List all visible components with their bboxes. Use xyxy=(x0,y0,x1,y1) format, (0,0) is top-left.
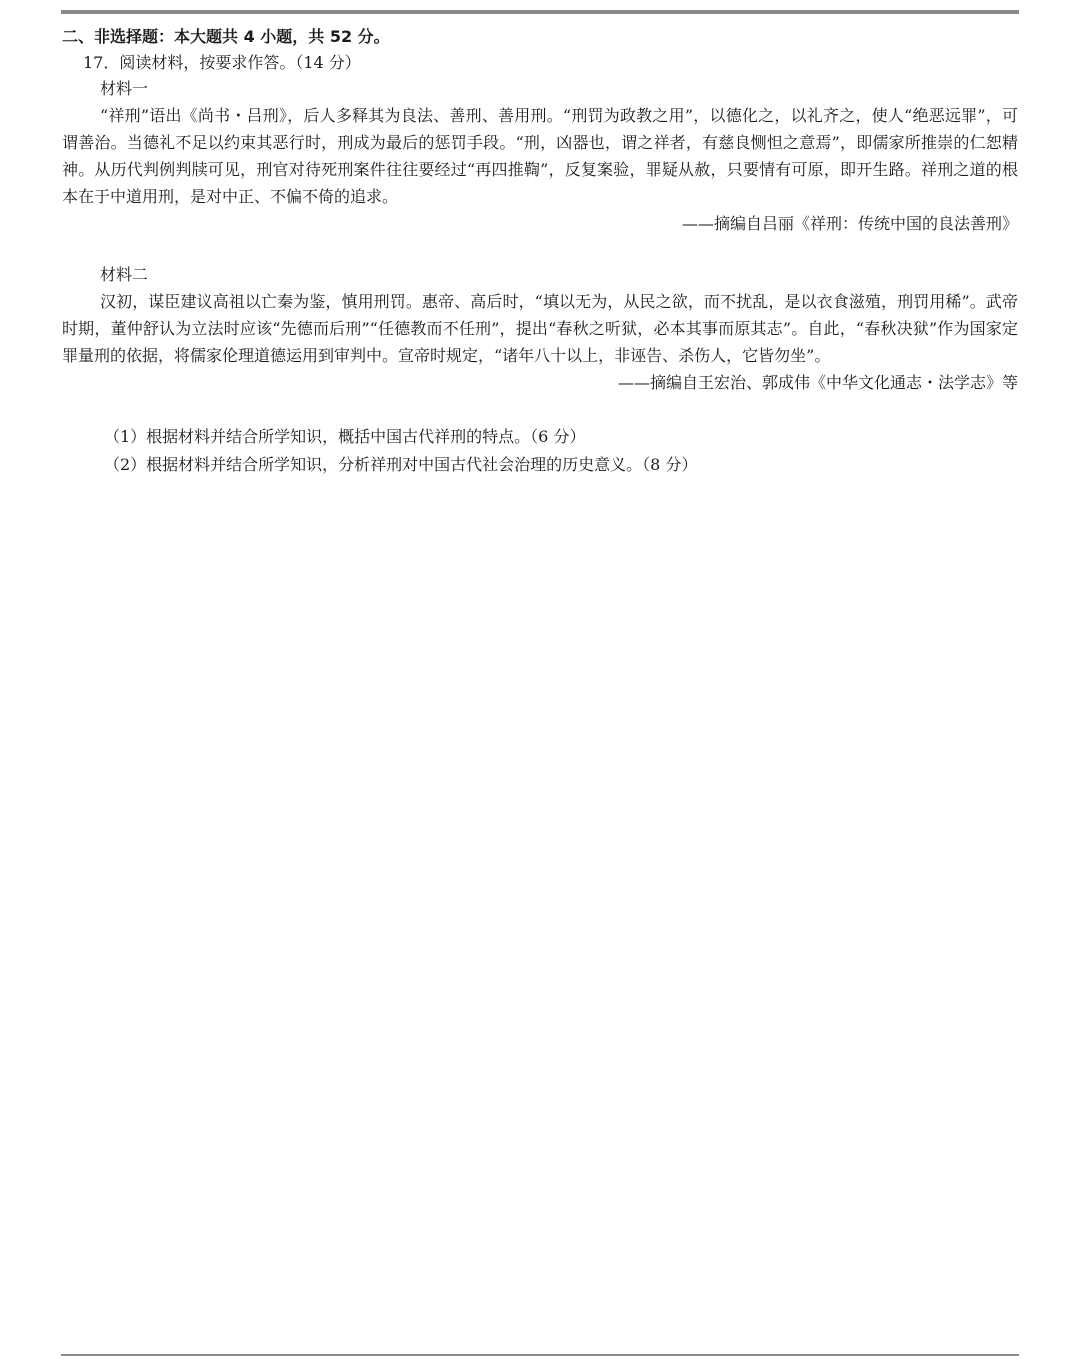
sub-question-1: （1）根据材料并结合所学知识，概括中国古代祥刑的特点。（6 分） xyxy=(104,427,586,446)
bottom-rule xyxy=(61,1354,1019,1356)
material-1-label: 材料一 xyxy=(100,79,149,98)
sub-question-2: （2）根据材料并结合所学知识，分析祥刑对中国古代社会治理的历史意义。（8 分） xyxy=(104,455,698,474)
question-title: 17．阅读材料，按要求作答。（14 分） xyxy=(83,53,361,72)
spacer xyxy=(62,397,1018,423)
material-2-label: 材料二 xyxy=(100,265,149,284)
material-1-source: ——摘编自吕丽《祥刑：传统中国的良法善刑》 xyxy=(681,214,1018,233)
material-2-source: ——摘编自王宏治、郭成伟《中华文化通志・法学志》等 xyxy=(617,373,1018,392)
material-2-text: 汉初，谋臣建议高祖以亡秦为鉴，慎用刑罚。惠帝、高后时，“填以无为，从民之欲，而不扰乱，是以衣食滋殖，刑罚用稀”。武帝时期，董仲舒认为立法时应该“先德而后刑”“任德教而不任刑”，提出“春秋之听狱，必本其事而原其志”。自此，“春秋决狱”作为国家定罪量刑的依据，将儒家伦理道德运用到审判中。宣帝时规定，“诸年八十以上，非诬告、杀伤人，它皆勿坐”。 xyxy=(62,292,1018,365)
top-rule xyxy=(61,10,1019,14)
spacer xyxy=(62,238,1018,262)
section-heading: 二、非选择题：本大题共 4 小题，共 52 分。 xyxy=(62,27,390,46)
material-1-text: “祥刑”语出《尚书・吕刑》，后人多释其为良法、善刑、善用刑。“刑罚为政教之用”，以德化之，以礼齐之，使人“绝恶远罪”，可谓善治。当德礼不足以约束其恶行时，刑成为最后的惩罚手段。“刑，凶器也，谓之祥者，有慈良恻怛之意焉”，即儒家所推崇的仁恕精神。从历代判例判牍可见，刑官对待死刑案件往往要经过“再四推鞫”，反复案验，罪疑从赦，只要情有可原，即开生路。祥刑之道的根本在于中道用刑，是对中正、不偏不倚的追求。 xyxy=(62,106,1018,206)
exam-page xyxy=(62,24,1018,479)
